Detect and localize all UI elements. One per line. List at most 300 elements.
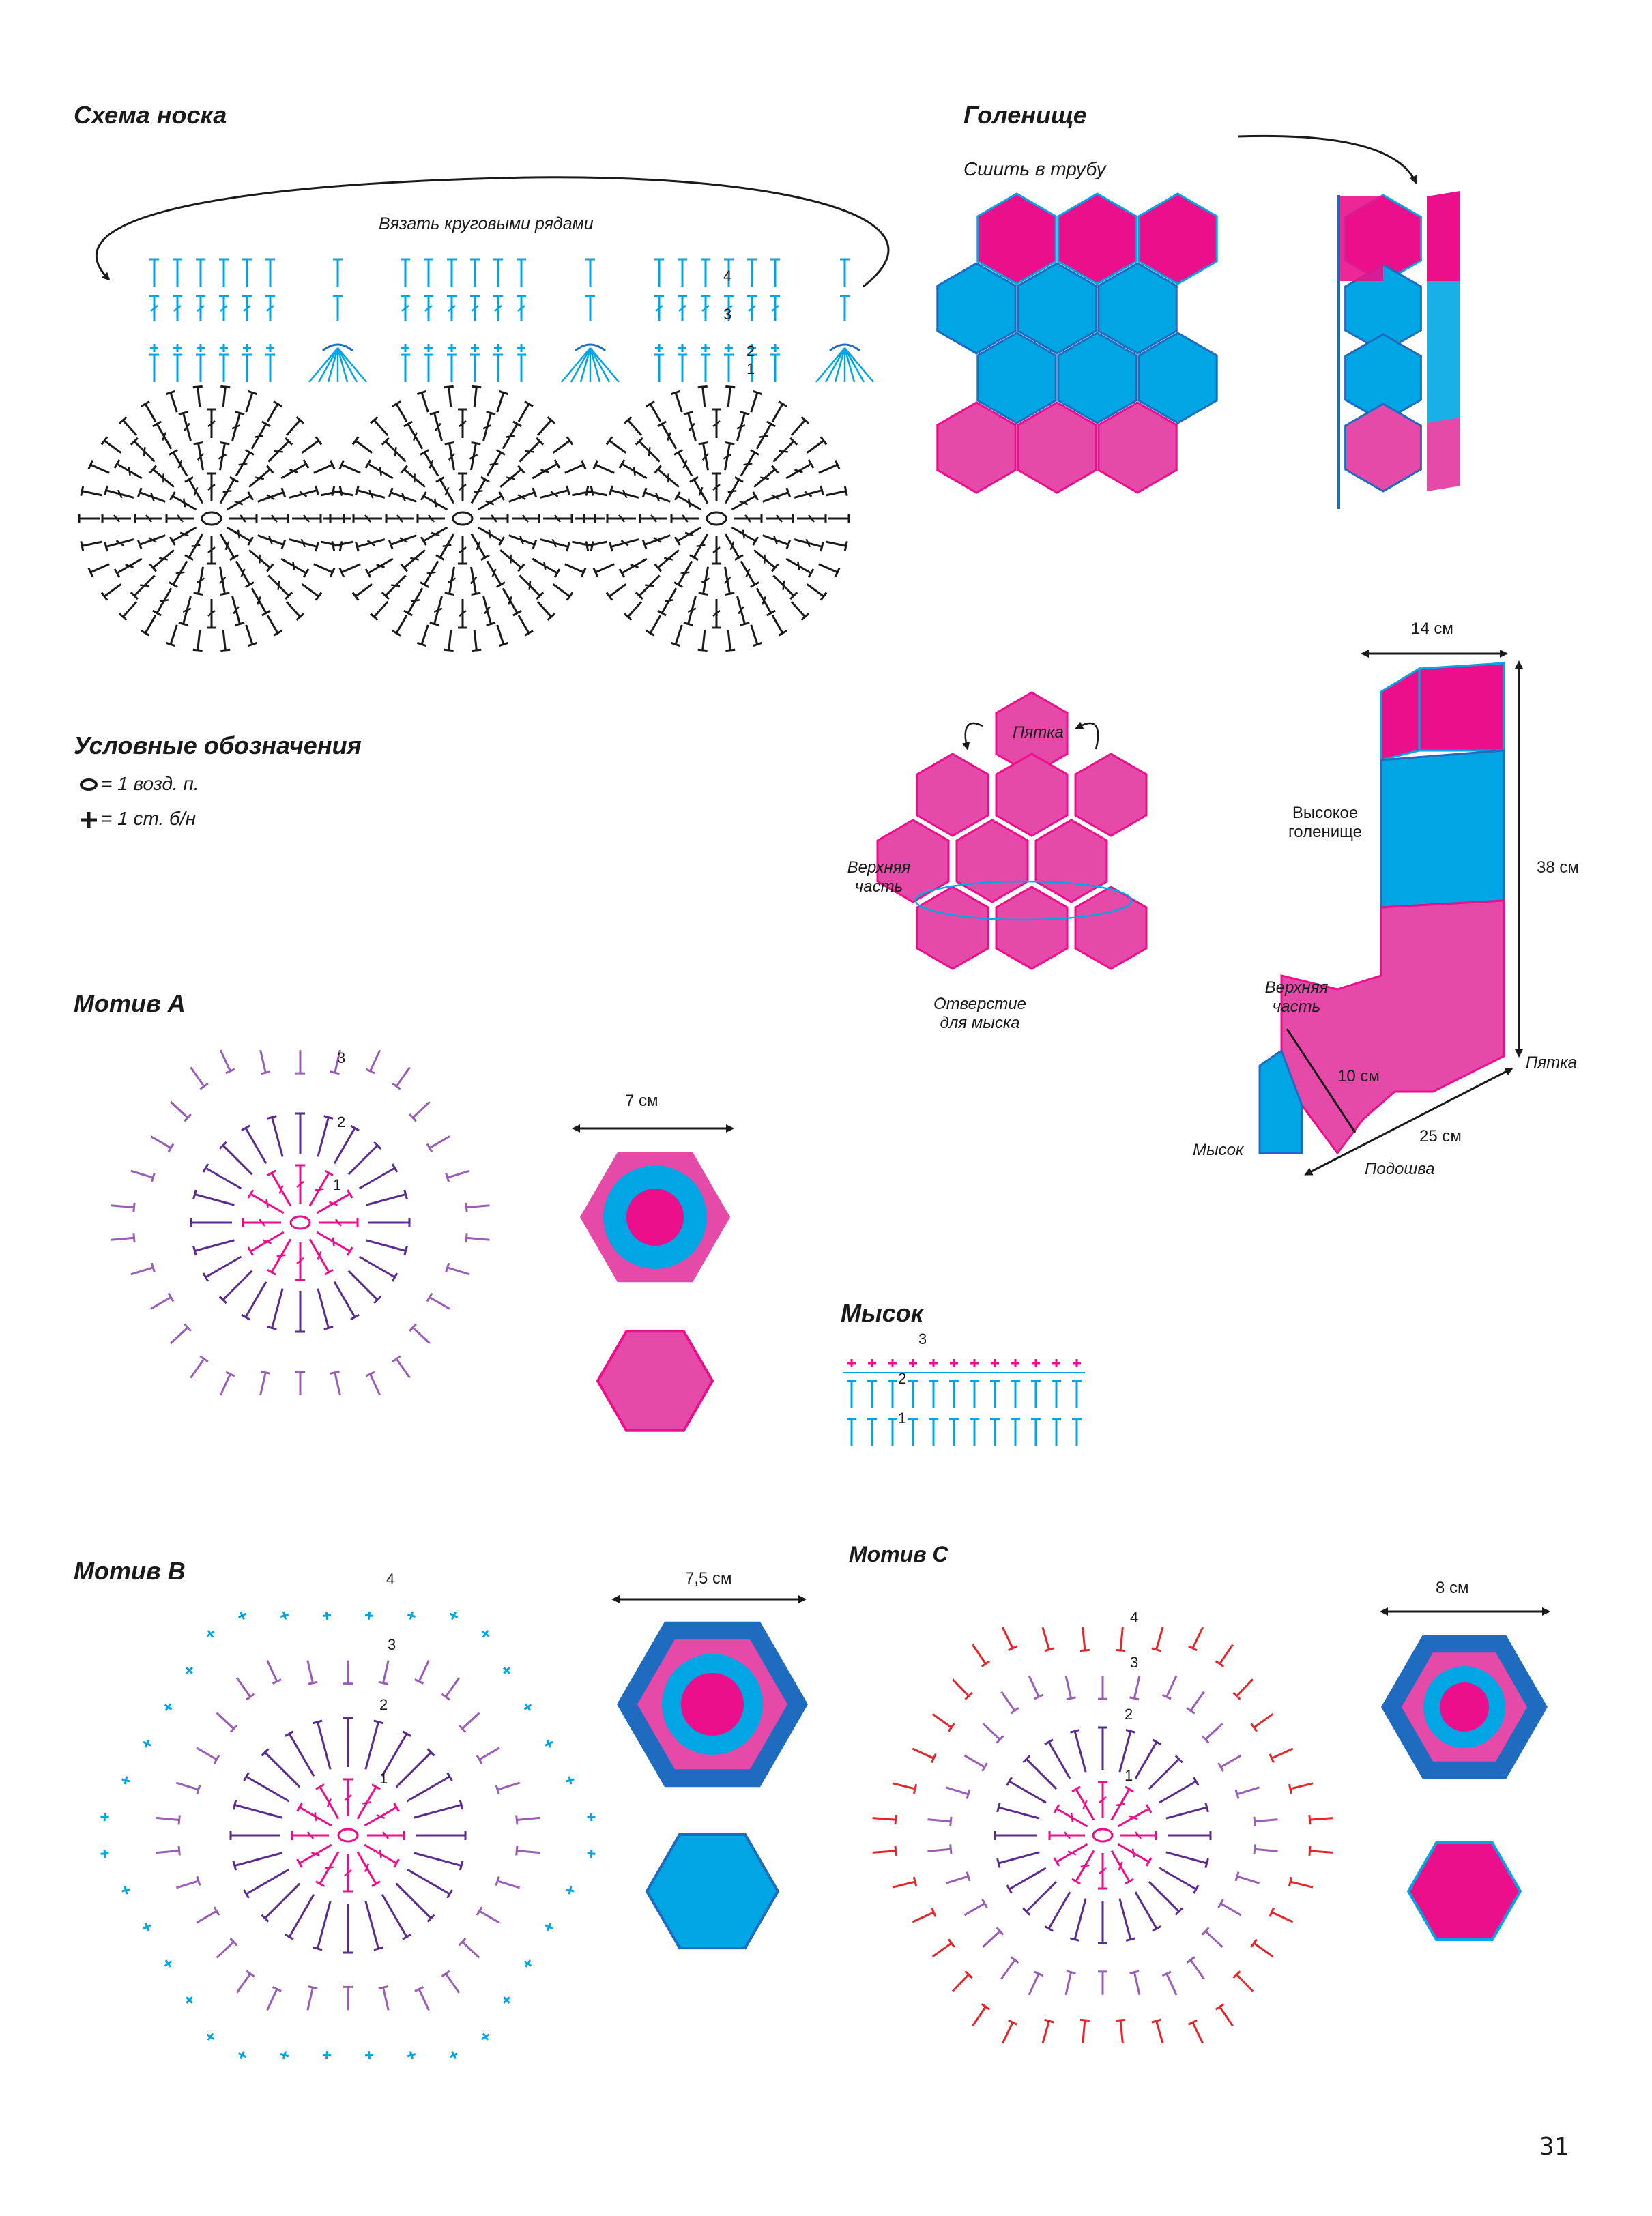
hdc-stitch [594,559,616,577]
length-label: 25 см [1419,1127,1462,1146]
dc-stitch [497,466,525,491]
hdc-stitch [1025,1972,1043,1997]
hdc-stitch [417,391,433,413]
sock-scheme-diagram [76,177,888,651]
dc-stitch [420,559,442,587]
hdc-stitch [1233,1971,1256,1994]
hdc-stitch [891,1877,916,1892]
motif-b-chart [100,1610,596,2060]
hdc-stitch [646,401,665,424]
hdc-stitch [805,581,826,600]
hdc-stitch [263,613,282,636]
hdc-stitch [990,1381,1000,1408]
dc-stitch [674,559,696,587]
hdc-stitch [551,437,573,456]
dc-stitch [1098,1782,1107,1818]
dc-stitch [232,559,254,587]
dc-stitch [316,1784,343,1821]
hdc-stitch [607,437,628,456]
hdc-stitch [747,624,762,646]
hdc-stitch [283,598,304,620]
sc-stitch [173,344,182,352]
dc-stitch [279,555,308,577]
hdc-stitch [944,1783,970,1798]
dc-stitch [655,546,682,571]
scheme-row-3: 3 [723,306,732,323]
dc-stitch [265,296,275,321]
hdc-stitch [534,598,555,620]
hdc-stitch [1152,2020,1168,2045]
sole-label: Подошва [1365,1160,1435,1178]
sc-stitch [142,1921,153,1932]
tr-stitch [313,1287,333,1330]
dc-stitch [447,296,457,321]
hdc-stitch [646,613,665,636]
tr-stitch [1098,1901,1107,1943]
hdc-stitch [214,1938,237,1961]
tr-stitch [1157,1864,1199,1893]
dc-stitch [228,595,244,625]
hdc-stitch [788,598,809,620]
dc-stitch [401,546,429,571]
hdc-stitch [1270,1908,1295,1927]
dc-stitch [404,586,426,615]
dc-stitch [196,296,205,321]
hdc-stitch [678,259,687,287]
dc-stitch [479,412,495,442]
high-shaft-label: Высокое голенище [1288,804,1362,841]
dc-stitch [207,536,216,564]
hdc-stitch [392,401,411,424]
dc-stitch [751,466,779,491]
dc-stitch [733,595,749,625]
hdc-stitch [929,1381,938,1408]
hdc-stitch [654,259,664,287]
scheme-connector-3 [816,259,873,382]
dc-stitch [684,412,700,442]
dc-stitch [480,514,508,523]
hdc-stitch [698,386,710,407]
scheme-connector-2 [562,259,619,382]
dc-stitch [458,599,467,628]
hdc-stitch [265,259,275,287]
hdc-stitch [1309,1813,1333,1825]
dc-stitch [458,409,467,438]
sc-stitch [448,1610,459,1621]
dc-stitch [1116,1805,1151,1831]
hdc-stitch [333,259,343,287]
hdc-stitch [1072,1419,1082,1446]
motif-c-plain-icon [1408,1843,1520,1940]
hdc-stitch [908,1381,918,1408]
hdc-stitch [470,259,480,287]
sc-stitch [544,1738,555,1749]
motif-b-title: Мотив B [74,1557,186,1585]
hdc-stitch [607,581,628,600]
hdc-stitch [840,259,850,287]
dc-stitch [216,566,230,595]
motif-c-row-4: 4 [1130,1609,1139,1626]
sock-foot [1281,901,1504,1153]
hdc-stitch [929,1419,938,1446]
dc-stitch [105,486,135,502]
hdc-stitch [768,613,787,636]
dc-stitch [470,296,480,321]
dc-stitch [353,514,382,523]
hdc-stitch [1031,1419,1041,1446]
scheme-row-4: 4 [723,267,732,285]
sc-stitch [501,1994,512,2006]
tr-stitch [343,1904,353,1953]
hdc-stitch [149,1293,173,1313]
dc-stitch [153,422,175,451]
dc-stitch [1098,1853,1107,1889]
dc-stitch [248,1228,286,1255]
hdc-stitch [1116,1627,1127,1650]
tr-stitch [1168,1831,1211,1840]
tr-stitch [393,1749,435,1790]
dc-stitch [507,488,536,506]
dc-stitch [737,559,759,587]
hdc-stitch [671,391,686,413]
hdc-stitch [747,391,762,413]
dc-stitch [721,442,735,471]
dc-stitch [721,531,743,560]
sc-stitch [205,2031,216,2043]
hdc-stitch [295,1372,305,1395]
hdc-stitch [446,1263,472,1279]
hdc-stitch [517,355,526,382]
hdc-stitch [998,1689,1019,1714]
dc-stitch [389,531,418,549]
hdc-stitch [242,391,257,413]
hdc-stitch [571,537,593,551]
hdc-stitch [1202,1927,1226,1950]
motif-c-row-3: 3 [1130,1654,1139,1671]
dc-stitch [610,486,640,502]
tr-stitch [1115,1897,1135,1941]
sc-stitch [205,1628,216,1639]
hdc-stitch [312,461,334,478]
hdc-stitch [1254,1815,1278,1826]
hdc-stitch [585,259,595,287]
sc-stitch [565,1885,575,1895]
hdc-stitch [371,417,391,439]
hdc-stitch [654,355,664,382]
tr-stitch [267,1287,287,1330]
hdc-stitch [969,1642,990,1667]
sc-stitch [322,2051,331,2060]
sc-stitch [448,2050,459,2060]
tr-stitch [1165,1803,1208,1823]
dc-stitch [366,460,395,482]
hdc-stitch [770,355,780,382]
dc-stitch [512,514,539,523]
hdc-stitch [283,417,304,439]
tr-stitch [405,1865,452,1898]
toe-hole-label: Отверстие для мыска [933,995,1027,1032]
tr-stitch [365,1190,407,1210]
tr-stitch [1007,1864,1049,1893]
hdc-stitch [1025,1674,1043,1699]
hdc-stitch [1309,1846,1333,1858]
sc-stitch [678,344,686,352]
hdc-stitch [624,417,645,439]
hdc-stitch [586,537,608,551]
dc-stitch [458,536,467,564]
hdc-stitch [81,486,103,500]
height-label: 38 см [1537,858,1579,877]
dc-stitch [747,296,757,321]
motif-b-row-3: 3 [388,1636,396,1653]
dc-stitch [658,422,680,451]
hdc-stitch [828,514,849,523]
tr-stitch [1131,1890,1161,1931]
hdc-stitch [401,355,410,382]
tr-stitch [416,1831,465,1840]
sock-top-hex [1419,663,1504,750]
hdc-stitch [770,259,780,287]
hdc-stitch [371,598,391,620]
hdc-stitch [969,2004,990,2028]
hdc-stitch [441,1971,463,1996]
motif-b-size: 7,5 см [685,1569,732,1588]
dc-stitch [539,486,569,502]
dc-stitch [636,572,663,599]
dc-stitch [265,438,292,465]
dc-stitch [179,412,195,442]
tr-stitch [203,1164,244,1193]
tr-stitch [1098,1727,1107,1770]
dc-stitch [166,514,194,523]
dc-stitch [319,1218,358,1227]
hdc-stitch [594,461,616,478]
sc-stitch [929,1359,938,1367]
dc-stitch [445,442,459,471]
hdc-stitch [441,1675,463,1700]
sc-stitch [162,1702,174,1713]
hdc-stitch [888,1381,897,1408]
tr-stitch [191,1218,232,1227]
dc-stitch [401,466,429,491]
hdc-stitch [517,1846,540,1858]
sc-stitch [565,1775,575,1785]
hdc-stitch [1011,1419,1020,1446]
hdc-stitch [79,514,100,523]
dc-stitch [115,555,144,577]
dc-stitch [1107,1848,1133,1884]
heel-hex [917,754,988,836]
sc-stitch [1032,1359,1040,1367]
dc-stitch [712,536,721,564]
hdc-stitch [409,1098,433,1121]
dc-stitch [306,1171,333,1208]
hdc-stitch [1251,1710,1276,1731]
hdc-stitch [701,259,710,287]
dc-stitch [105,535,135,551]
hdc-stitch [447,259,457,287]
scheme-motif-1 [76,386,347,650]
hdc-stitch [1152,1626,1168,1651]
dc-stitch [430,412,446,442]
hdc-stitch [517,259,526,287]
motif-c-title: Мотив C [849,1542,948,1566]
sc-stitch [544,1921,555,1932]
hdc-stitch [111,1201,134,1212]
hdc-stitch [149,1132,173,1152]
hdc-stitch [962,1899,987,1919]
hdc-stitch [571,486,593,500]
tr-stitch [1045,1740,1074,1781]
sc-stitch [237,1610,248,1621]
hdc-stitch [111,1233,134,1244]
hdc-stitch [1289,1877,1314,1892]
hdc-stitch [173,259,182,287]
dc-stitch [279,460,308,482]
hdc-stitch [102,437,124,456]
dc-stitch [655,466,682,491]
dc-stitch [131,438,158,465]
hdc-stitch [263,1659,281,1684]
hdc-stitch [187,1064,208,1089]
dc-stitch [232,450,254,479]
sc-stitch [888,1359,897,1367]
dc-stitch [194,566,208,595]
scheme-motif-3 [581,386,852,650]
hdc-stitch [1038,1626,1054,1651]
dc-stitch [288,535,318,551]
hdc-stitch [1202,1720,1226,1743]
tr-stitch [365,1236,407,1255]
hdc-stitch [166,391,182,413]
tr-stitch [998,1803,1041,1823]
hdc-stitch [927,1844,951,1856]
dc-stitch [671,514,699,523]
sc-stitch [266,344,274,352]
hdc-stitch [216,1048,235,1073]
dc-stitch [751,546,779,571]
hdc-stitch [1052,1419,1061,1446]
hdc-stitch [233,1971,254,1996]
dc-stitch [356,486,386,502]
sc-stitch [471,344,479,352]
hdc-stitch [949,1419,959,1446]
tr-stitch [313,1721,335,1770]
dc-stitch [467,566,481,595]
hdc-stitch [379,1987,393,2011]
hdc-stitch [927,1815,951,1826]
dc-stitch [1072,1787,1098,1822]
hdc-stitch [300,437,321,456]
hdc-stitch [872,1846,896,1858]
scheme-blue-rows-2 [401,259,526,382]
sc-stitch [407,1610,417,1620]
tr-stitch [285,1732,318,1779]
hdc-stitch [949,1381,959,1408]
tr-stitch [1023,1755,1060,1792]
dc-stitch [216,531,238,560]
hdc-stitch [517,1813,540,1824]
sc-stitch [162,1958,174,1970]
dc-stitch [493,296,503,321]
dc-stitch [297,1841,334,1867]
sc-stitch [725,344,733,352]
sc-stitch [424,344,433,352]
hdc-stitch [173,355,182,382]
hdc-stitch [1038,2020,1054,2045]
dc-stitch [654,296,664,321]
hdc-stitch [724,355,734,382]
sock-shaft [1381,750,1504,907]
hdc-stitch [817,559,839,577]
motif-b-plain-icon [647,1835,778,1948]
dc-stitch [248,422,270,451]
heel-hex [996,754,1067,836]
sc-stitch [771,344,779,352]
hdc-stitch [888,1419,897,1446]
scheme-blue-rows-1 [149,259,275,382]
hdc-stitch [1130,1971,1144,1996]
hdc-stitch [330,514,351,523]
scheme-arrow-note: Вязать круговыми рядами [379,214,594,233]
dc-stitch [248,1190,286,1217]
hdc-stitch [427,1293,452,1313]
sc-stitch [950,1359,958,1367]
hdc-stitch [1270,1745,1295,1763]
hdc-stitch [470,355,480,382]
hdc-stitch [392,1064,414,1089]
sc-stitch [448,344,456,352]
hdc-stitch [167,1098,190,1121]
dc-stitch [207,599,216,628]
tube-hex [1346,404,1421,491]
sock-scheme-title: Схема носка [74,101,227,129]
sc-stitch [364,2051,373,2060]
hdc-stitch [469,629,481,650]
dc-stitch [753,422,775,451]
dc-stitch [185,477,207,506]
tr-stitch [242,1126,270,1166]
toe-row-3: 3 [918,1330,927,1347]
dc-stitch [420,450,442,479]
dc-stitch [356,535,386,551]
dc-stitch [265,572,292,599]
hdc-stitch [303,1987,317,2011]
hdc-stitch [1098,1676,1107,1699]
dc-stitch [607,514,636,523]
motif-icons [579,1128,1549,1948]
hdc-stitch [1011,1381,1020,1408]
hdc-stitch [219,355,229,382]
hdc-stitch [1216,2004,1237,2028]
dc-stitch [430,595,446,625]
dc-stitch [784,555,813,577]
motif-a-plain-icon [598,1331,712,1430]
dc-stitch [256,531,285,549]
hdc-stitch [409,1324,433,1347]
dc-stitch [169,450,191,479]
dc-stitch [246,546,274,571]
motif-c-chart [872,1625,1333,2045]
hdc-stitch [1162,1674,1180,1699]
hdc-stitch [303,1659,317,1684]
hdc-stitch [214,1709,237,1732]
dc-stitch [753,586,775,615]
sc-stitch [517,344,525,352]
dc-stitch [248,586,270,615]
dc-stitch [353,1784,380,1821]
dc-stitch [297,1803,334,1830]
